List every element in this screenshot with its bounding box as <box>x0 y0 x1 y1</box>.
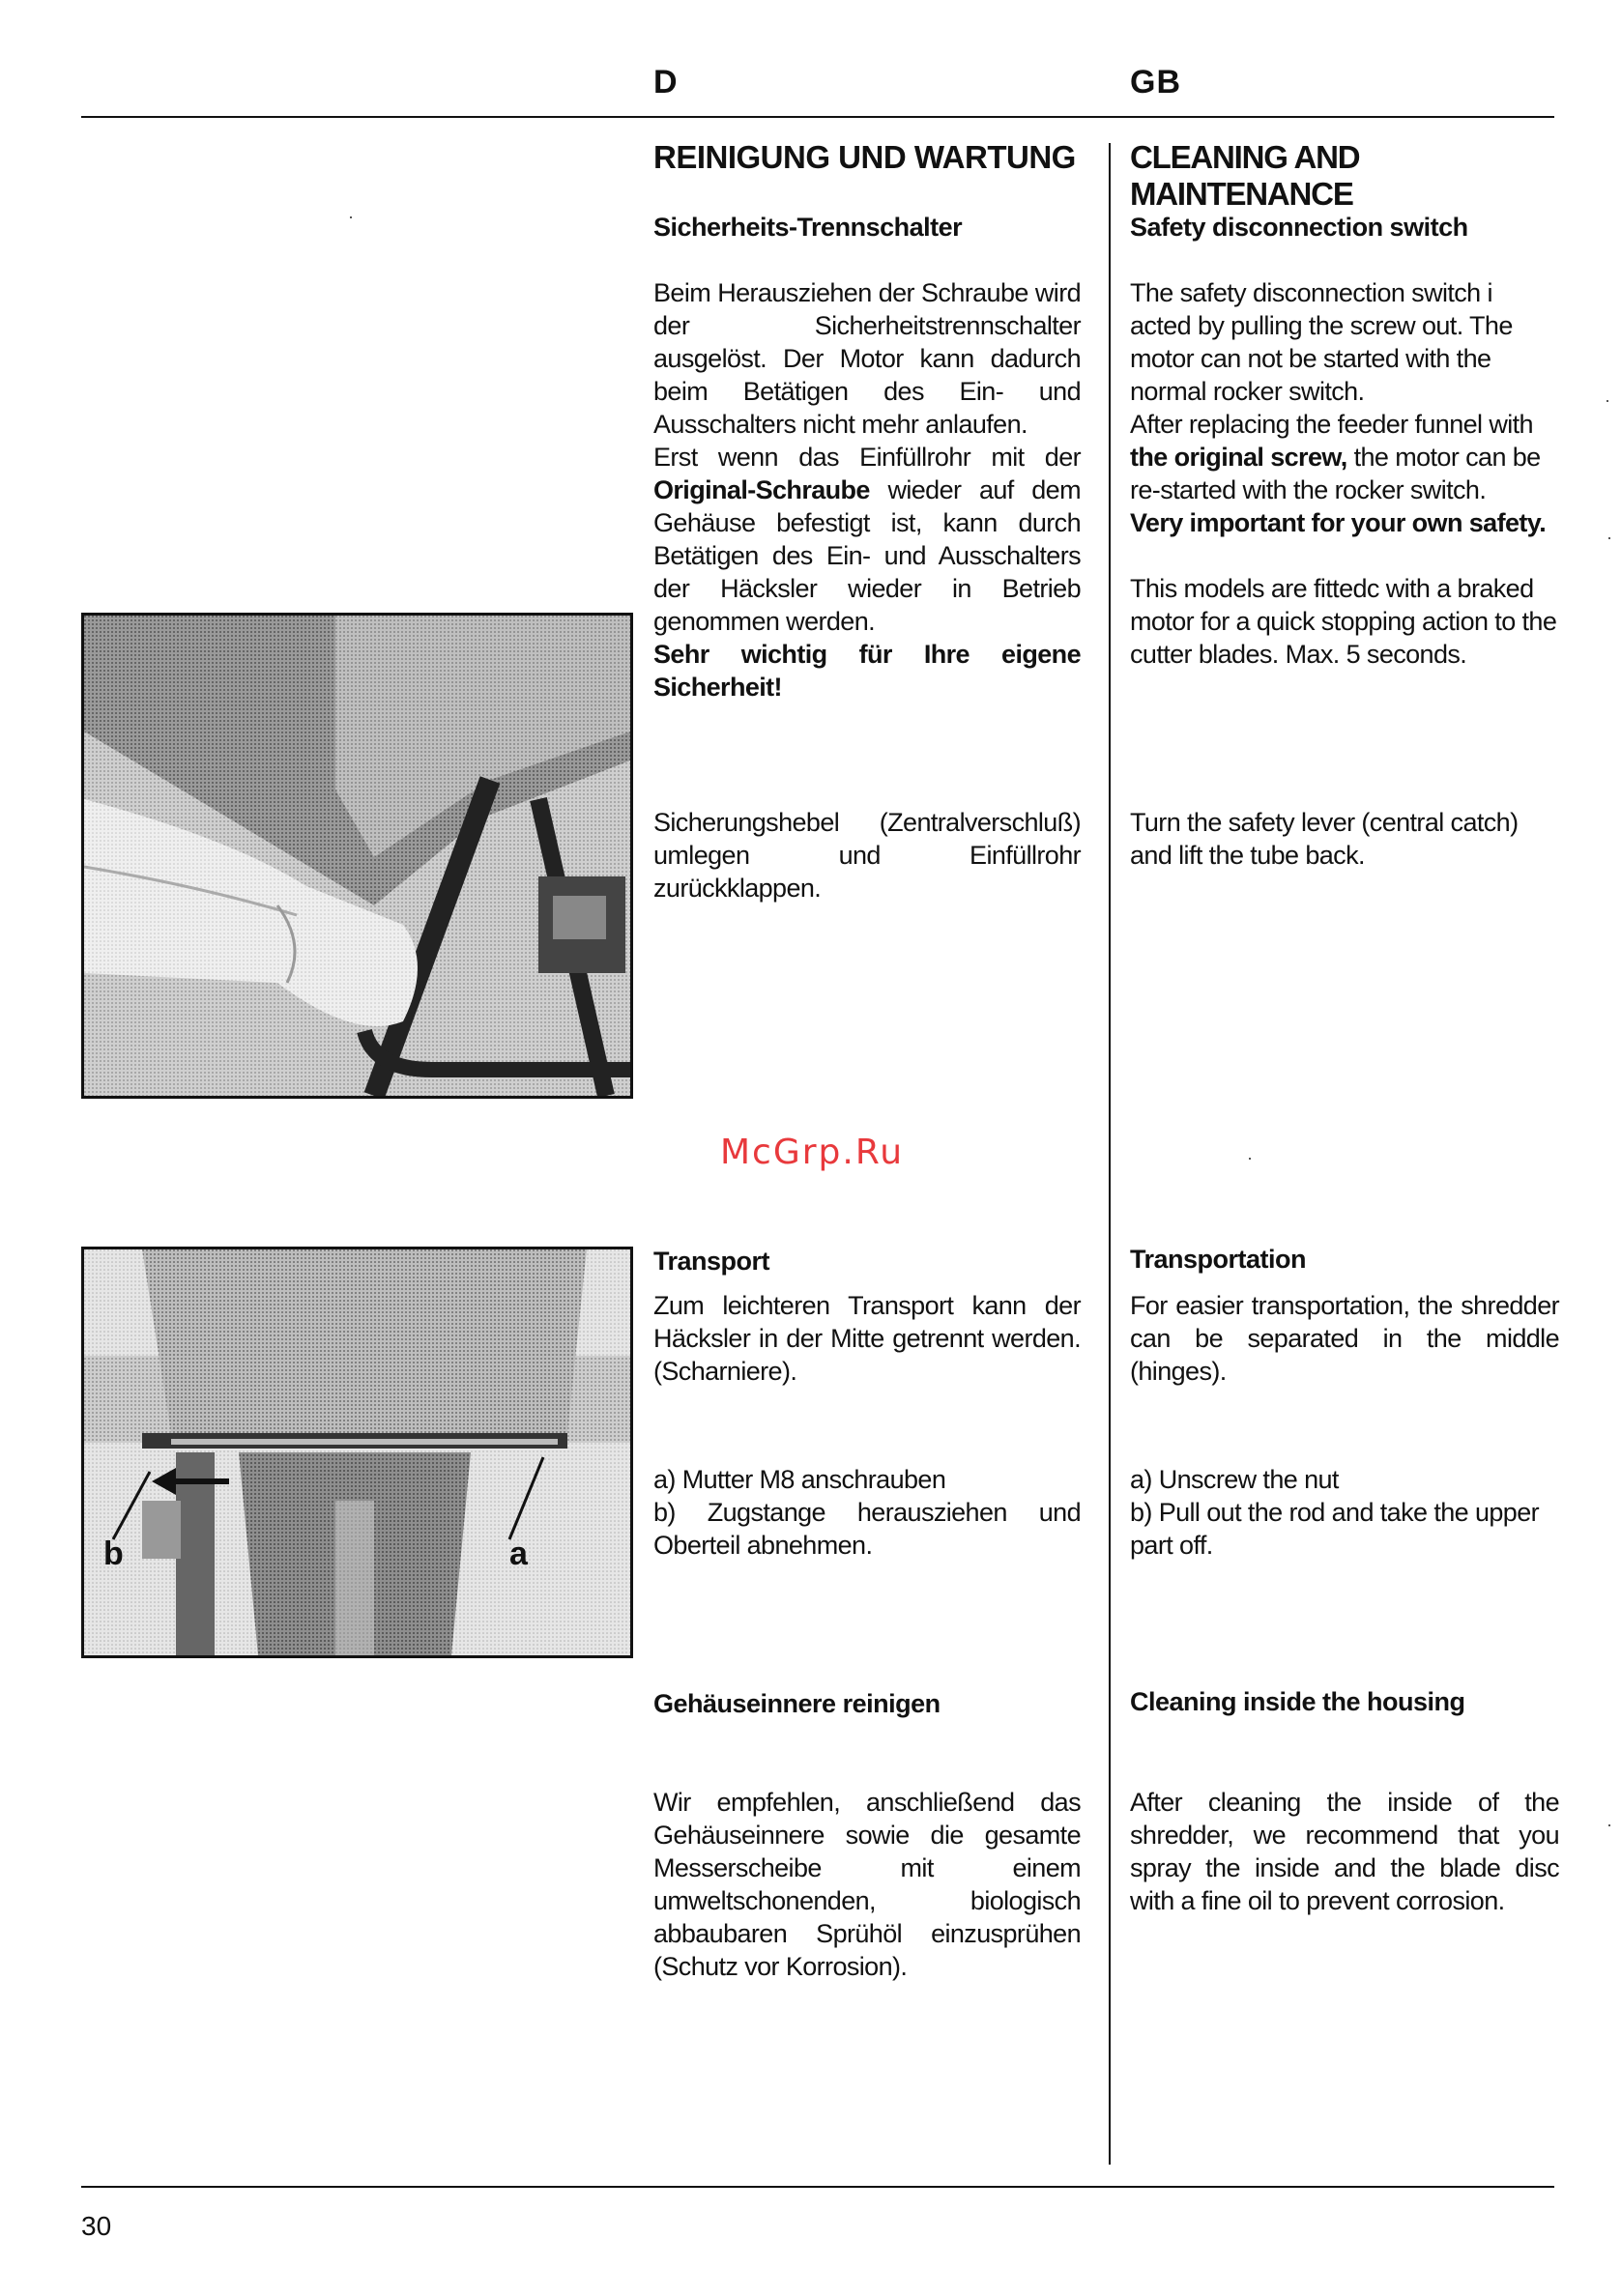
paragraph-safety-switch-de-1: Beim Herausziehen der Schraube wird der Sicherheitstrennschalter ausgelöst. Der Motor kann dadurch beim Betätigen des Ein- und Ausschalters nicht mehr anlaufen. <box>653 278 1081 439</box>
column-divider <box>1109 143 1111 2165</box>
warning-safety-gb: Very important for your own safety. <box>1130 508 1547 537</box>
steps-transport-gb <box>1130 1463 1559 1562</box>
paragraph-cleaning-de: Wir empfehlen, anschließend das Gehäuseinnere sowie die gesamte Messerscheibe mit einem umweltschonenden, biologisch abbaubaren Sprühöl einzusprühen (Schutz vor Korrosion). <box>653 1788 1081 1981</box>
photo-safety-lever-drawing <box>84 616 630 1096</box>
heading-transport-gb: Transportation <box>1130 1245 1307 1274</box>
heading-safety-switch-de: Sicherheits-Trennschalter <box>653 213 963 242</box>
text-run-bold: Original-Schraube <box>653 475 870 504</box>
language-label-de: D <box>653 64 679 100</box>
page-number: 30 <box>81 2211 112 2241</box>
paragraph-safety-switch-gb-2 <box>1130 408 1559 506</box>
paragraph-cleaning-gb: After cleaning the inside of the shredder, we recommend that you spray the inside and the blade disc with a fine oil to prevent corrosion. <box>1130 1788 1559 1915</box>
scan-speck <box>1608 537 1610 539</box>
header-rule <box>81 116 1554 118</box>
text-run: wieder auf dem Gehäuse befestigt ist, kann durch Betätigen des Ein- und Ausschalters der Häcksler wieder in Betrieb genommen werden. <box>653 475 1081 636</box>
watermark: McGrp.Ru <box>720 1133 905 1172</box>
scan-speck <box>1607 400 1608 402</box>
paragraph-braked-motor-gb: This models are fittedc with a braked motor for a quick stopping action to the cutter blades. Max. 5 seconds. <box>1130 574 1557 669</box>
paragraph-safety-switch-gb-1: The safety disconnection switch i acted by pulling the screw out. The motor can not be started with the normal rocker switch. <box>1130 278 1513 406</box>
title-de: REINIGUNG UND WARTUNG <box>653 139 1076 175</box>
photo-transport-hinge-drawing <box>84 1249 630 1655</box>
step-a-gb: a) Unscrew the nut <box>1130 1465 1339 1494</box>
text-run: Erst wenn das Einfüllrohr mit der <box>653 443 1081 472</box>
step-b-de: b) Zugstange herausziehen und Oberteil abnehmen. <box>653 1498 1081 1560</box>
language-label-gb: GB <box>1130 64 1181 100</box>
warning-safety-de: Sehr wichtig für Ihre eigene Sicherheit! <box>653 640 1081 702</box>
paragraph-safety-lever-de: Sicherungshebel (Zentralverschluß) umlegen und Einfüllrohr zurückklappen. <box>653 808 1081 903</box>
scan-speck <box>1249 1158 1251 1160</box>
steps-transport-de <box>653 1463 1081 1562</box>
paragraph-transport-de: Zum leichteren Transport kann der Häcksler in der Mitte getrennt werden. (Scharniere). <box>653 1291 1081 1386</box>
heading-transport-de: Transport <box>653 1247 770 1276</box>
paragraph-transport-gb: For easier transportation, the shredder can be separated in the middle (hinges). <box>1130 1291 1559 1386</box>
heading-cleaning-de: Gehäuseinnere reinigen <box>653 1689 941 1718</box>
text-run: After replacing the feeder funnel with <box>1130 410 1533 439</box>
section-safety-switch-gb <box>1130 276 1559 671</box>
paragraph-safety-switch-de-2 <box>653 441 1081 638</box>
step-a-de: a) Mutter M8 anschrauben <box>653 1465 946 1494</box>
photo-safety-lever <box>81 613 633 1099</box>
photo-transport-hinge <box>81 1247 633 1658</box>
callout-label-b: b <box>103 1535 124 1572</box>
step-b-gb: b) Pull out the rod and take the upper part off. <box>1130 1498 1540 1560</box>
section-safety-switch-de <box>653 276 1081 703</box>
scan-speck <box>350 216 352 218</box>
footer-rule <box>81 2186 1554 2188</box>
title-gb: CLEANING AND MAINTENANCE <box>1130 139 1360 212</box>
heading-safety-switch-gb: Safety disconnection switch <box>1130 213 1468 242</box>
text-run-bold: the original screw, <box>1130 443 1347 472</box>
heading-cleaning-gb: Cleaning inside the housing <box>1130 1687 1465 1716</box>
text-run: the motor can be re-started with the rocker switch. <box>1130 443 1541 504</box>
callout-label-a: a <box>509 1535 528 1572</box>
paragraph-safety-lever-gb: Turn the safety lever (central catch) and lift the tube back. <box>1130 808 1519 870</box>
scan-speck <box>1608 1824 1610 1826</box>
